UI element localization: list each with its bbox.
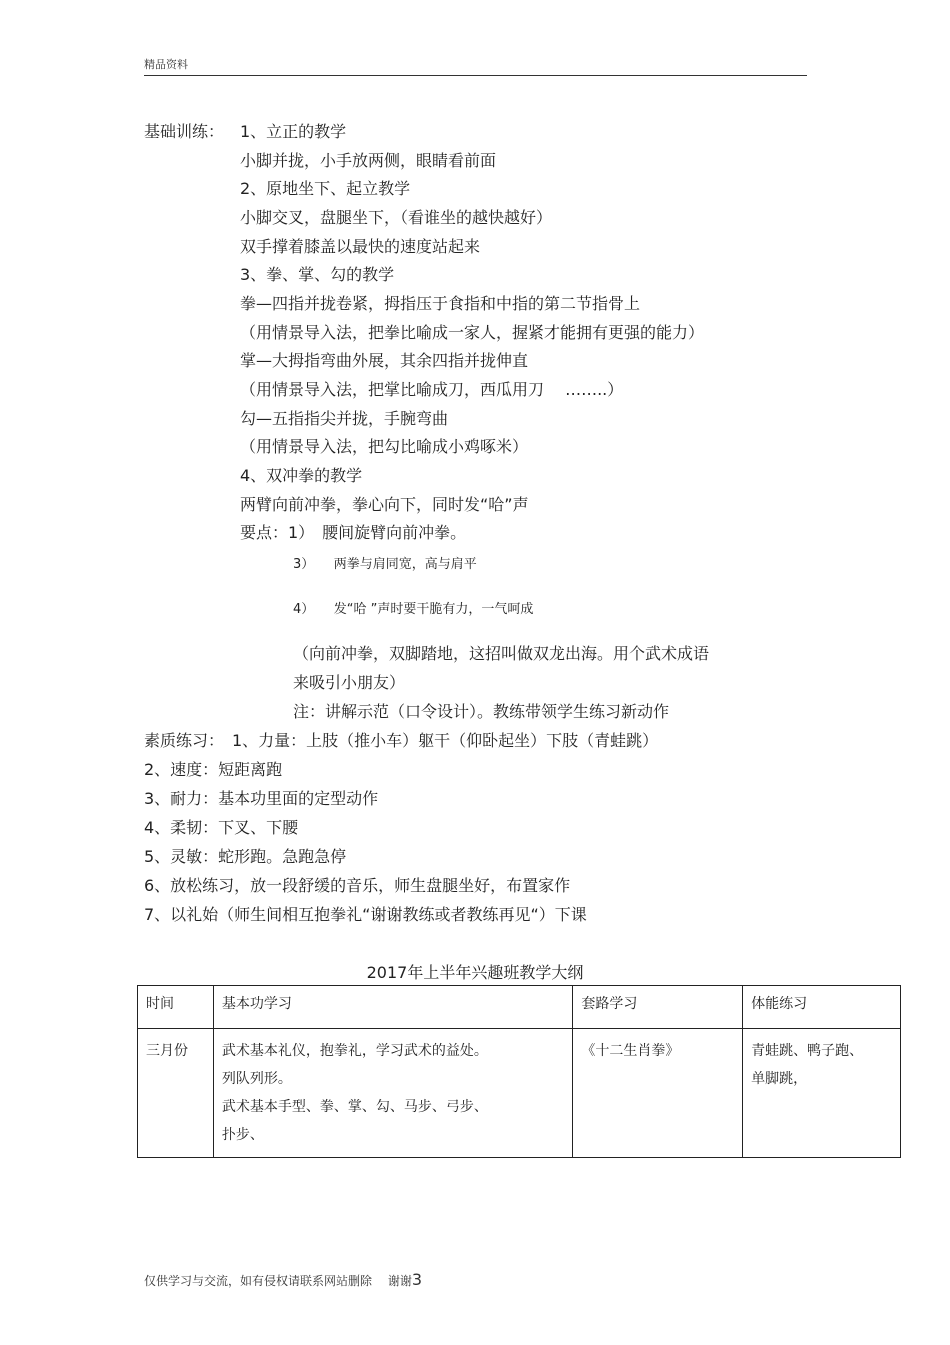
note-line: （向前冲拳，双脚踏地，这招叫做双龙出海。用个武术成语	[293, 644, 710, 663]
quality-line: 7、以礼始（师生间相互抱拳礼“谢谢教练或者教练再见“）下课	[144, 905, 587, 924]
basic-line: 两臂向前冲拳，拳心向下，同时发“哈”声	[240, 495, 529, 514]
page-footer	[144, 1270, 422, 1289]
basic-line: 勾—五指指尖并拢，手腕弯曲	[240, 409, 449, 428]
basic-line: 3、拳、掌、勾的教学	[240, 265, 395, 284]
outline-title: 2017年上半年兴趣班教学大纲	[366, 963, 584, 982]
header-routine: 套路学习	[573, 986, 743, 1029]
key-point: 3） 两拳与肩同宽，高与肩平	[293, 557, 477, 572]
basic-line: 双手撑着膝盖以最快的速度站起来	[240, 237, 481, 256]
cell-fitness-line: 单脚跳，	[751, 1071, 808, 1087]
note-line: 来吸引小朋友）	[293, 673, 406, 692]
footer-text: 仅供学习与交流，如有侵权请联系网站删除 谢谢	[144, 1274, 412, 1288]
cell-routine: 《十二生肖拳》	[573, 1029, 743, 1158]
cell-basic-line: 武术基本手型、拳、掌、勾、马步、弓步、	[221, 1099, 488, 1115]
basic-line: 要点：1） 腰间旋臂向前冲拳。	[240, 523, 467, 542]
key-point: 4） 发“哈 ”声时要干脆有力，一气呵成	[293, 602, 534, 617]
quality-line: 4、柔韧：下叉、下腰	[144, 818, 299, 837]
basic-line: 4、双冲拳的教学	[240, 466, 363, 485]
page-header: 精品资料	[144, 58, 188, 71]
cell-fitness	[743, 1029, 901, 1158]
cell-time: 三月份	[138, 1029, 214, 1158]
header-rule	[144, 75, 807, 76]
header-fitness: 体能练习	[743, 986, 901, 1029]
basic-line: （用情景导入法，把勾比喻成小鸡啄米）	[240, 437, 529, 456]
cell-basic	[213, 1029, 572, 1158]
outline-table	[137, 985, 901, 1158]
quality-line: 3、耐力：基本功里面的定型动作	[144, 789, 379, 808]
basic-line: 1、立正的教学	[240, 122, 347, 141]
basic-label: 基础训练：	[144, 122, 225, 141]
cell-fitness-line: 青蛙跳、鸭子跑、	[751, 1043, 864, 1059]
header-basic: 基本功学习	[213, 986, 572, 1029]
basic-line: 2、原地坐下、起立教学	[240, 179, 411, 198]
cell-basic-line: 扑步、	[221, 1127, 264, 1143]
basic-line: 拳—四指并拢卷紧，拇指压于食指和中指的第二节指骨上	[240, 294, 641, 313]
quality-line: 5、灵敏：蛇形跑。急跑急停	[144, 847, 347, 866]
note-line: 注：讲解示范（口令设计）。教练带领学生练习新动作	[293, 702, 670, 721]
quality-line: 素质练习： 1、力量：上肢（推小车）躯干（仰卧起坐）下肢（青蛙跳）	[144, 731, 659, 750]
cell-basic-line: 武术基本礼仪，抱拳礼，学习武术的益处。	[221, 1043, 488, 1059]
basic-line: 小脚并拢，小手放两侧，眼睛看前面	[240, 151, 497, 170]
table-header-row	[138, 986, 901, 1029]
basic-line: （用情景导入法，把掌比喻成刀，西瓜用刀 ……..）	[240, 380, 624, 399]
quality-line: 2、速度：短距离跑	[144, 760, 283, 779]
quality-line: 6、放松练习，放一段舒缓的音乐，师生盘腿坐好，布置家作	[144, 876, 571, 895]
page-number: 3	[411, 1270, 423, 1289]
table-row	[138, 1029, 901, 1158]
basic-line: （用情景导入法，把拳比喻成一家人，握紧才能拥有更强的能力）	[240, 323, 705, 342]
header-time: 时间	[138, 986, 214, 1029]
basic-line: 掌—大拇指弯曲外展，其余四指并拢伸直	[240, 351, 529, 370]
cell-basic-line: 列队列形。	[221, 1071, 292, 1087]
basic-line: 小脚交叉，盘腿坐下，（看谁坐的越快越好）	[240, 208, 553, 227]
